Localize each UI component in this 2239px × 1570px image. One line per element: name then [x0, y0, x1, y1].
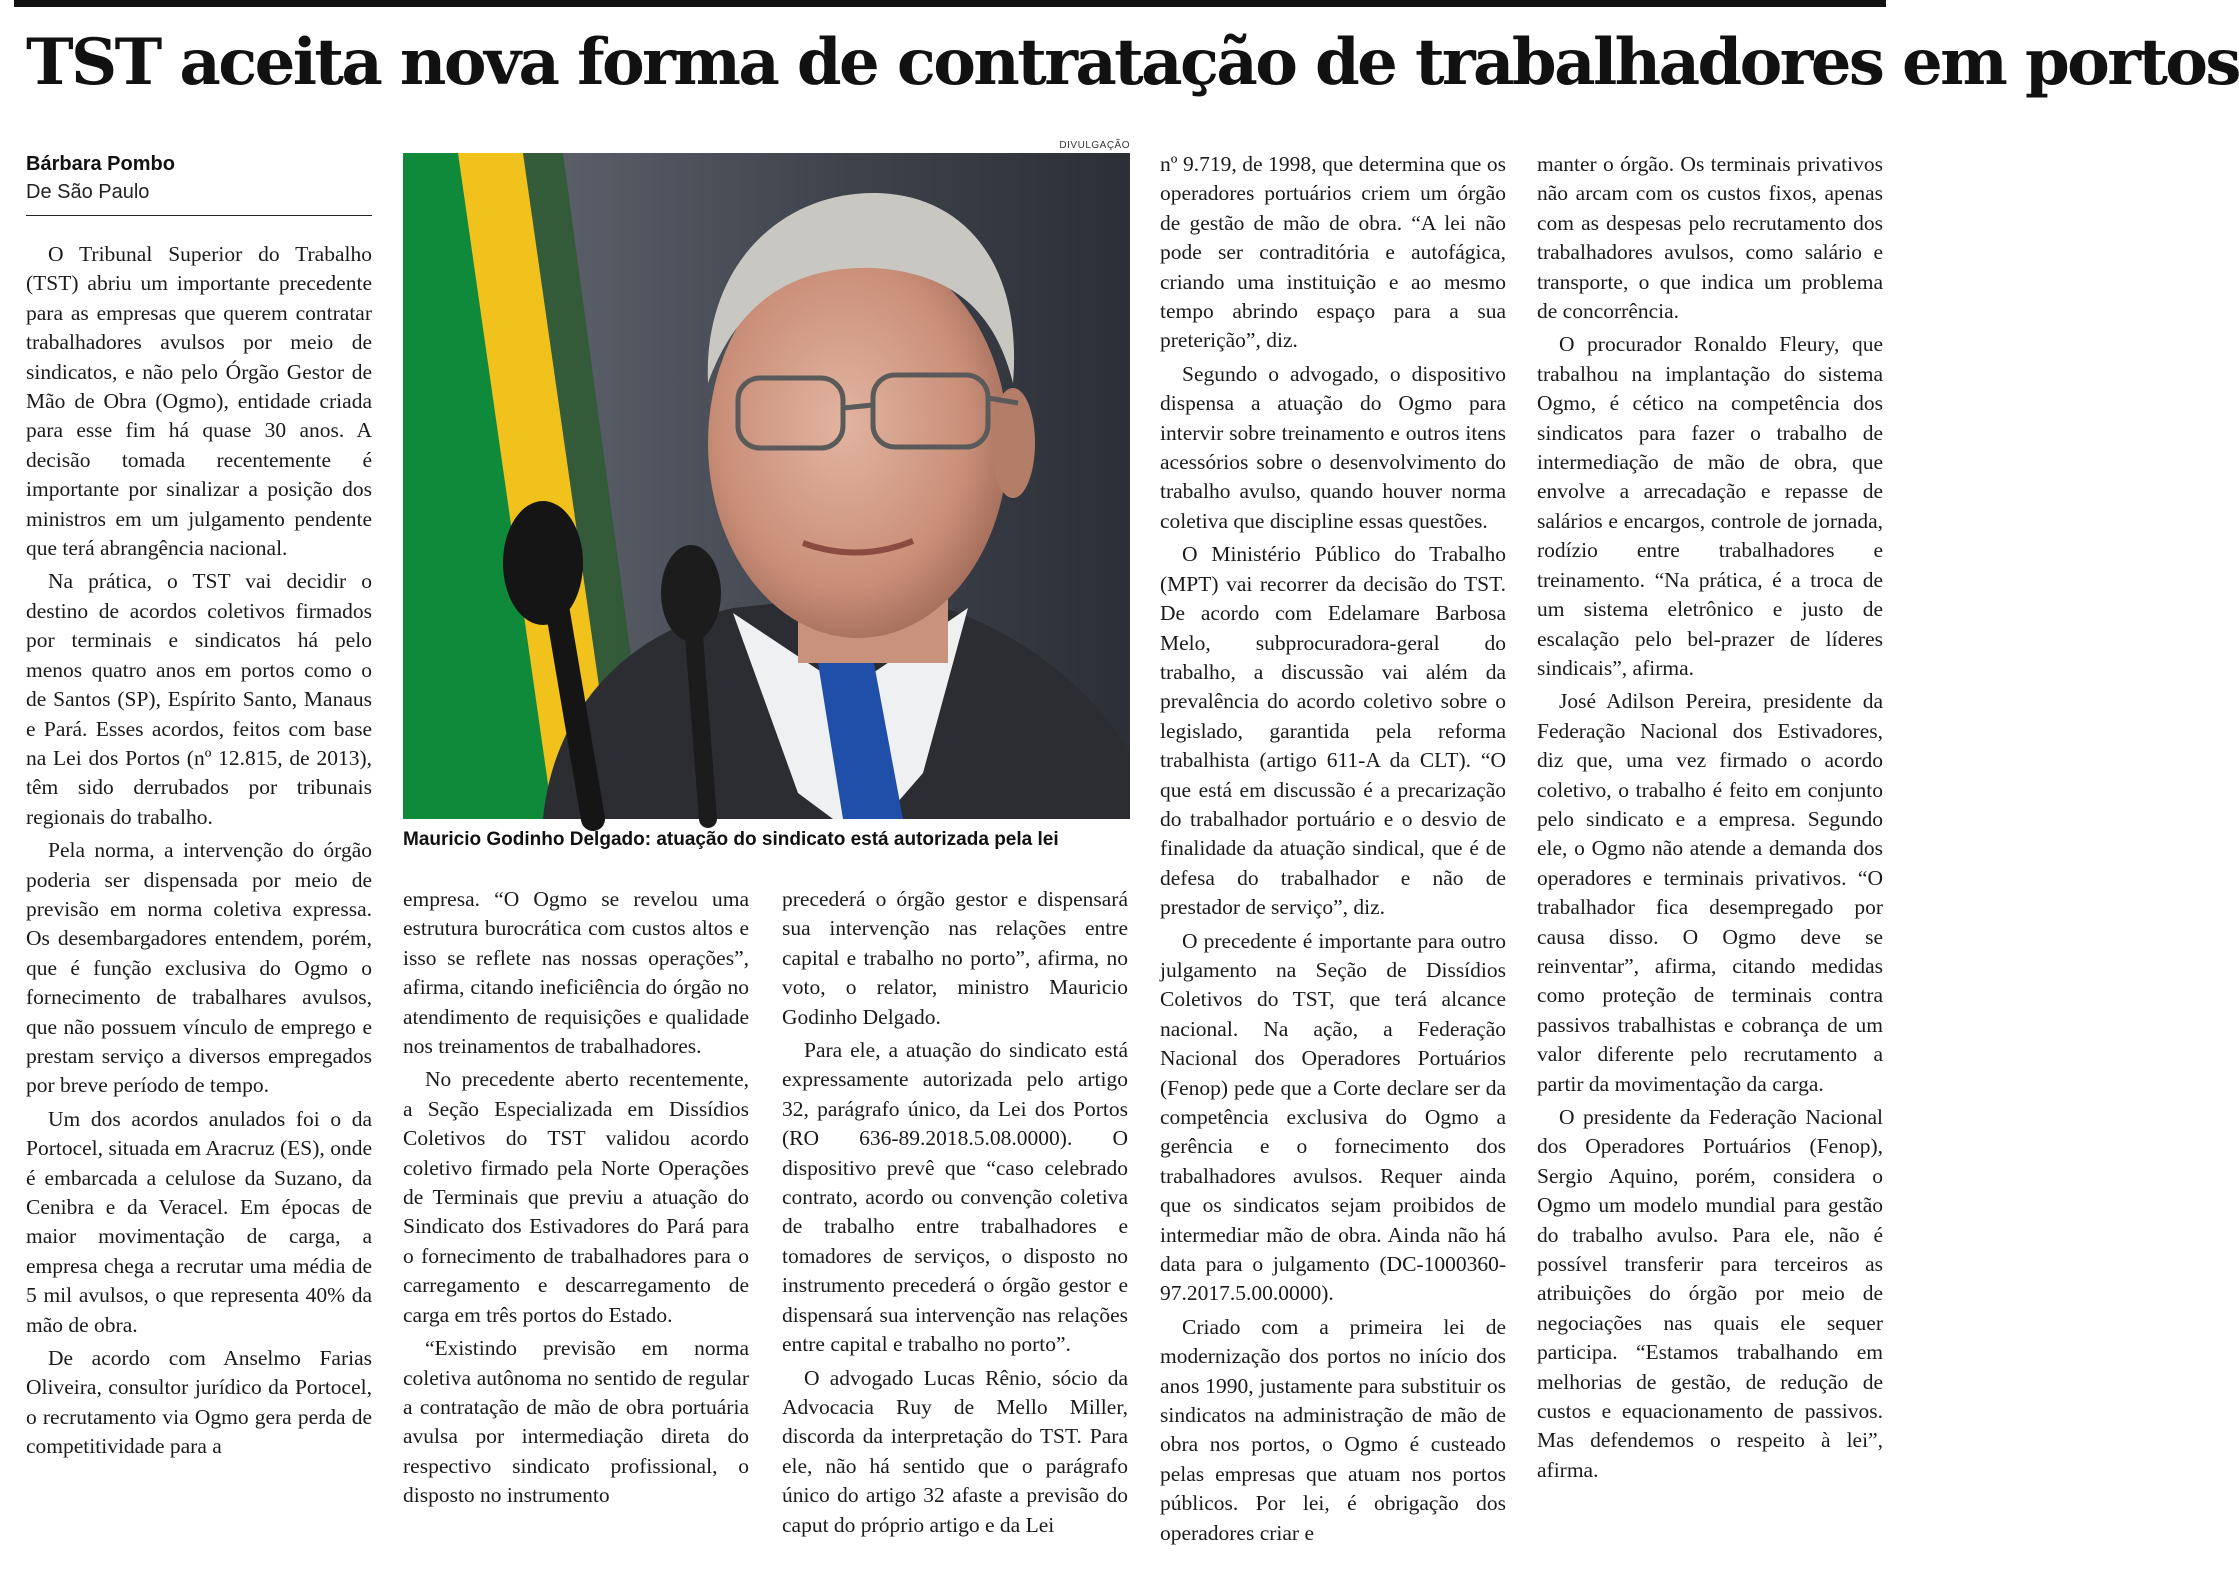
paragraph: Na prática, o TST vai decidir o destino de acordos coletivos firmados por terminais e sindicatos há pelo menos quatro anos em portos como o de Santos (SP), Espírito Santo, Manaus e Pará. Esses acordos, feitos com base na Lei dos Portos (nº 12.815, de 2013), têm sido derrubados por tribunais regionais do trabalho.	[26, 569, 372, 829]
paragraph: Criado com a primeira lei de modernização dos portos no início dos anos 1990, justamente para substituir os sindicatos na administração de mão de obra nos portos, o Ogmo é custeado pelas empresas que atuam nos portos públicos. Por lei, é obrigação dos operadores criar e	[1160, 1314, 1506, 1545]
article-column-1	[26, 240, 372, 1565]
paragraph: O Ministério Público do Trabalho (MPT) vai recorrer da decisão do TST. De acordo com Edelamare Barbosa Melo, subprocuradora-geral do trabalho, a discussão vai além da prevalência do acordo coletivo sobre o legislado, garantida pela reforma trabalhista (artigo 611-A da CLT). “O que está em discussão é a precarização do trabalhador portuário e o desvio de finalidade da atuação sindical, que é de defesa do trabalhador e não de prestador de serviço”, diz.	[1160, 542, 1506, 920]
paragraph: De acordo com Anselmo Farias Oliveira, consultor jurídico da Portocel, o recrutamento via Ogmo gera perda de competitividade para a	[26, 1346, 372, 1459]
paragraph: O precedente é importante para outro julgamento na Seção de Dissídios Coletivos do TST, que terá alcance nacional. Na ação, a Federação Nacional dos Operadores Portuários (Fenop) pede que a Corte declare ser da competência exclusiva do Ogmo a gerência e o fornecimento dos trabalhadores avulsos. Requer ainda que os sindicatos sejam proibidos de intermediar mão de obra. Ainda não há data para o julgamento (DC-1000360-97.2017.5.00.0000).	[1160, 928, 1506, 1306]
headline: TST aceita nova forma de contratação de trabalhadores em portos	[26, 25, 2239, 100]
byline	[26, 150, 372, 216]
paragraph: O advogado Lucas Rênio, sócio da Advocacia Ruy de Mello Miller, discorda da interpretação do TST. Para ele, não há sentido que o parágrafo único do artigo 32 afaste a previsão do caput do próprio artigo e da Lei	[782, 1365, 1128, 1537]
paragraph: No precedente aberto recentemente, a Seção Especializada em Dissídios Coletivos do TST validou acordo coletivo firmado pela Norte Operações de Terminais que previu a atuação do Sindicato dos Estivadores do Pará para o fornecimento de trabalhadores para o carregamento e descarregamento de carga em três portos do Estado.	[403, 1067, 749, 1327]
paragraph: Segundo o advogado, o dispositivo dispensa a atuação do Ogmo para intervir sobre treinamento e outros itens acessórios sobre o desenvolvimento do trabalho avulso, quando houver norma coletiva que discipline essas questões.	[1160, 361, 1506, 533]
byline-author: Bárbara Pombo	[26, 153, 175, 175]
paragraph: José Adilson Pereira, presidente da Federação Nacional dos Estivadores, diz que, uma vez firmado o acordo coletivo, o trabalho é feito em conjunto pelo sindicato e a empresa. Segundo ele, o Ogmo não atende a demanda dos operadores e terminais privativos. “O trabalhador fica desempregado por causa disso. O Ogmo deve se reinventar”, afirma, citando medidas como proteção de terminais contra passivos trabalhistas e cobrança de um valor diferente pelo recrutamento a partir da movimentação da carga.	[1537, 689, 1883, 1096]
paragraph: precederá o órgão gestor e dispensará sua intervenção nas relações entre capital e trabalho no porto”, afirma, no voto, o relator, ministro Mauricio Godinho Delgado.	[782, 887, 1128, 1029]
article-column-3	[782, 885, 1128, 1565]
paragraph: nº 9.719, de 1998, que determina que os operadores portuários criem um órgão de gestão de mão de obra. “A lei não pode ser contraditória e autofágica, criando uma instituição e ao mesmo tempo abrindo espaço para a sua preterição”, diz.	[1160, 152, 1506, 353]
paragraph: O presidente da Federação Nacional dos Operadores Portuários (Fenop), Sergio Aquino, porém, considera o Ogmo um modelo mundial para gestão do trabalho avulso. Para ele, não é possível transferir para terceiros as atribuições do órgão por meio de negociações nas quais ele sequer participa. “Estamos trabalhando em melhorias de gestão, de redução de custos e equacionamento de passivos. Mas defendemos o respeito à lei”, afirma.	[1537, 1105, 1883, 1482]
paragraph: Pela norma, a intervenção do órgão poderia ser dispensada por meio de previsão em norma coletiva expressa. Os desembargadores entendem, porém, que é função exclusiva do Ogmo o fornecimento de trabalhares avulsos, que não possuem vínculo de emprego e prestam serviço a diversos empregados por breve período de tempo.	[26, 838, 372, 1098]
photo-credit: DIVULGAÇÃO	[1059, 140, 1130, 151]
article-photo	[403, 153, 1130, 819]
paragraph: empresa. “O Ogmo se revelou uma estrutura burocrática com custos altos e isso se reflete nas nossas operações”, afirma, citando ineficiência do órgão no atendimento de requisições e qualidade nos treinamentos de trabalhadores.	[403, 887, 749, 1059]
article-column-2	[403, 885, 749, 1565]
paragraph: manter o órgão. Os terminais privativos não arcam com os custos fixos, apenas com as despesas pelo recrutamento dos trabalhadores avulsos, como salário e transporte, o que indica um problema de concorrência.	[1537, 152, 1883, 324]
byline-location: De São Paulo	[26, 181, 150, 203]
paragraph: “Existindo previsão em norma coletiva autônoma no sentido de regular a contratação de mão de obra portuária avulsa por intermediação direta do respectivo sindicato profissional, o disposto no instrumento	[403, 1336, 749, 1508]
article-column-4	[1160, 150, 1506, 1565]
paragraph: Para ele, a atuação do sindicato está expressamente autorizada pelo artigo 32, parágrafo único, da Lei dos Portos (RO 636-89.2018.5.08.0000). O dispositivo prevê que “caso celebrado contrato, acordo ou convenção coletiva de trabalho entre trabalhadores e tomadores de serviços, o disposto no instrumento precederá o órgão gestor e dispensará sua intervenção nas relações entre capital e trabalho no porto”.	[782, 1038, 1128, 1357]
paragraph: O Tribunal Superior do Trabalho (TST) abriu um importante precedente para as empresas que querem contratar trabalhadores avulsos por meio de sindicatos, e não pelo Órgão Gestor de Mão de Obra (Ogmo), entidade criada para esse fim há quase 30 anos. A decisão tomada recentemente é importante por sinalizar a posição dos ministros em um julgamento pendente que terá abrangência nacional.	[26, 242, 372, 561]
paragraph: Um dos acordos anulados foi o da Portocel, situada em Aracruz (ES), onde é embarcada a celulose da Suzano, da Cenibra e da Veracel. Em épocas de maior movimentação de carga, a empresa chega a recrutar uma média de 5 mil avulsos, o que representa 40% da mão de obra.	[26, 1106, 372, 1337]
photo-caption: Mauricio Godinho Delgado: atuação do sindicato está autorizada pela lei	[403, 829, 1059, 850]
portrait-illustration	[403, 153, 1130, 819]
top-rule	[14, 0, 1886, 7]
paragraph: O procurador Ronaldo Fleury, que trabalhou na implantação do sistema Ogmo, é cético na competência dos sindicatos para fazer o trabalho de intermediação de mão de obra, que envolve a arrecadação e repasse de salários e encargos, controle de jornada, rodízio entre trabalhadores e treinamento. “Na prática, é a troca de um sistema eletrônico e justo de escalação pelo bel-prazer de líderes sindicais”, afirma.	[1537, 332, 1883, 680]
article-column-5	[1537, 150, 1883, 1565]
